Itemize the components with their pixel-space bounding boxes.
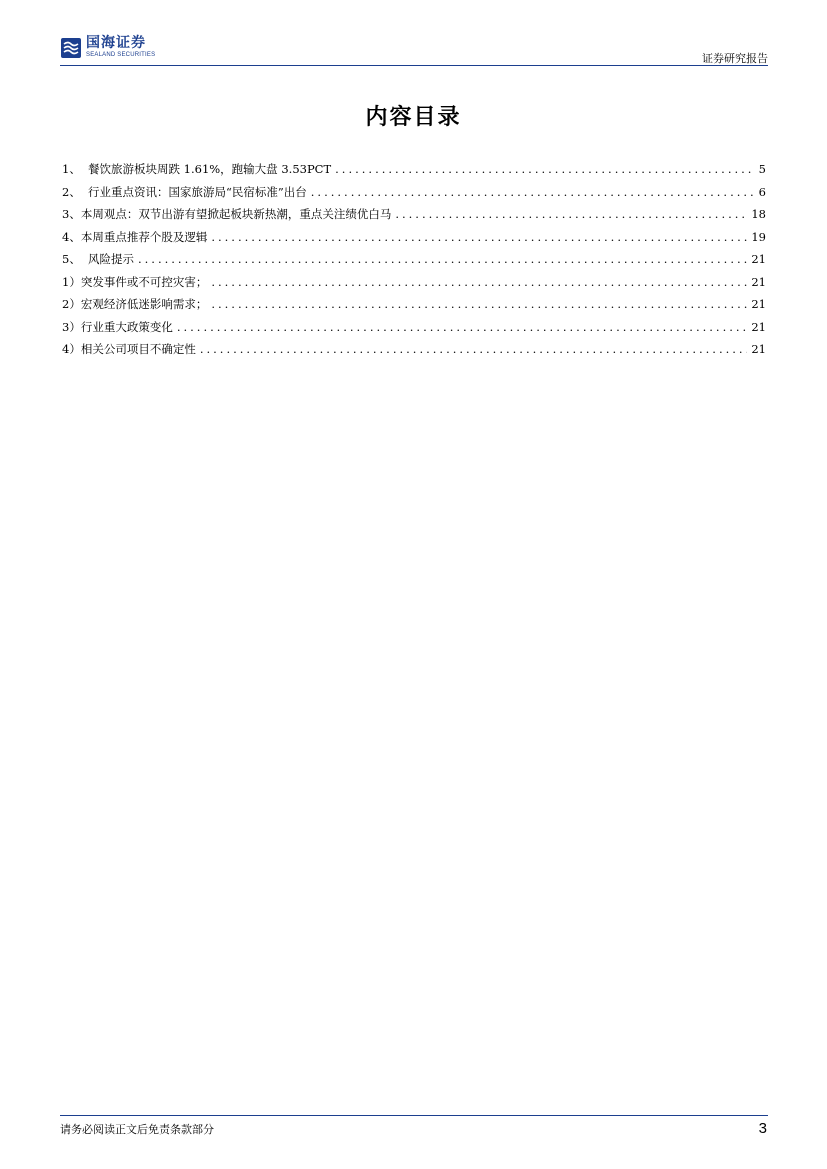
- toc-entry[interactable]: [62, 226, 766, 249]
- toc-entry[interactable]: [62, 203, 766, 226]
- toc-entry[interactable]: [62, 338, 766, 361]
- page-number: 3: [758, 1120, 767, 1137]
- header-divider: [60, 65, 768, 66]
- toc-entry-label: 行业重点资讯：国家旅游局“民宿标准”出台: [88, 184, 307, 199]
- toc-entry[interactable]: [62, 316, 766, 339]
- toc-entry-page: 21: [751, 297, 766, 311]
- toc-title: 内容目录: [365, 105, 462, 130]
- toc-entry-page: 21: [751, 274, 766, 289]
- footer-disclaimer: 请务必阅读正文后免责条款部分: [60, 1123, 214, 1136]
- logo-name-en: SEALAND SECURITIES: [86, 52, 156, 58]
- toc-entry-label: 本周观点：双节出游有望掀起板块新热潮，重点关注绩优白马: [80, 207, 392, 221]
- toc-entry-number: 3、: [62, 207, 81, 221]
- toc-leader-dots: [138, 248, 747, 271]
- toc-leader-dots: [177, 316, 748, 339]
- toc-entry-page: 19: [751, 229, 766, 244]
- toc-entry-label: 本周重点推荐个股及逻辑: [80, 229, 208, 244]
- toc-leader-dots: [311, 181, 755, 204]
- toc-leader-dots: [211, 271, 747, 294]
- toc-entry-number: 1）: [62, 274, 81, 289]
- toc-entry-label: 行业重大政策变化: [80, 319, 173, 334]
- toc-entry[interactable]: [62, 271, 766, 294]
- toc-entry-page: 21: [751, 342, 766, 356]
- toc-entry-number: 4）: [62, 342, 81, 356]
- table-of-contents: [62, 158, 766, 361]
- document-type: 证券研究报告: [702, 52, 768, 65]
- toc-leader-dots: [395, 203, 747, 226]
- company-logo: [60, 36, 155, 59]
- toc-entry-label: 宏观经济低迷影响需求；: [80, 297, 208, 311]
- toc-entry-label: 风险提示: [88, 252, 134, 266]
- toc-leader-dots: [200, 338, 748, 361]
- toc-leader-dots: [335, 158, 755, 181]
- sealand-logo-icon: [60, 37, 82, 59]
- toc-entry[interactable]: [62, 293, 766, 316]
- toc-entry-page: 21: [751, 252, 766, 266]
- toc-entry-number: 4、: [62, 229, 81, 244]
- footer-divider: [60, 1115, 768, 1116]
- toc-leader-dots: [211, 293, 747, 316]
- toc-entry-number: 3）: [62, 319, 81, 334]
- toc-entry-number: 2）: [62, 297, 81, 311]
- toc-entry-label: 相关公司项目不确定性: [80, 342, 196, 356]
- toc-entry[interactable]: [62, 158, 766, 181]
- toc-entry[interactable]: [62, 248, 766, 271]
- toc-entry-page: 6: [758, 184, 766, 199]
- toc-entry-label: 餐饮旅游板块周跌 1.61%，跑输大盘 3.53PCT: [88, 162, 332, 176]
- toc-entry-page: 5: [758, 162, 766, 176]
- toc-entry-page: 21: [751, 319, 766, 334]
- toc-entry-page: 18: [751, 207, 766, 221]
- toc-entry-number: 1、: [62, 162, 81, 176]
- toc-leader-dots: [211, 226, 747, 249]
- toc-entry-label: 突发事件或不可控灾害；: [80, 274, 208, 289]
- toc-entry-number: 5、: [62, 252, 81, 266]
- page-header: [60, 36, 768, 66]
- toc-entry[interactable]: [62, 181, 766, 204]
- toc-entry-number: 2、: [62, 184, 81, 199]
- logo-name-cn: 国海证券: [86, 35, 146, 51]
